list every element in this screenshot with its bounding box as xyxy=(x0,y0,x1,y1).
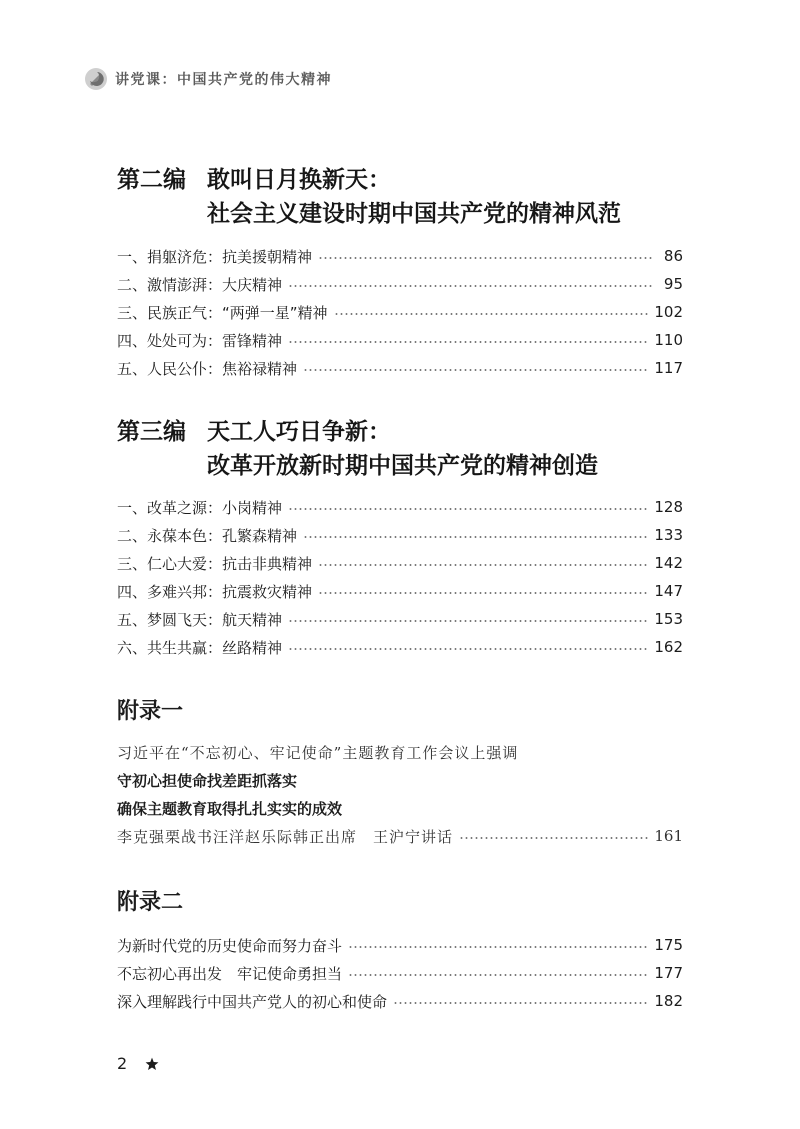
toc-entry-page: 110 xyxy=(654,331,683,349)
dot-leader xyxy=(348,946,648,948)
toc-entry-page: 162 xyxy=(654,638,683,656)
toc-entry[interactable] xyxy=(117,354,683,382)
toc-entry-title: 三、仁心大爱：抗击非典精神 xyxy=(117,554,313,573)
toc-entry-page: 128 xyxy=(654,498,683,516)
toc-entry[interactable] xyxy=(117,242,683,270)
part2-title-line2: 社会主义建设时期中国共产党的精神风范 xyxy=(207,199,621,227)
appendix1-line1 xyxy=(117,738,683,766)
toc-entry-title: 五、梦圆飞天：航天精神 xyxy=(117,610,283,629)
page-number: 2 xyxy=(117,1054,128,1073)
toc-entry[interactable] xyxy=(117,931,683,959)
part3-title-line1: 天工人巧日争新： xyxy=(207,417,391,445)
toc-entry-page: 86 xyxy=(663,247,683,265)
toc-entry-page: 133 xyxy=(654,526,683,544)
appendix2-toc xyxy=(117,931,683,1015)
appendix1-page: 161 xyxy=(654,827,683,845)
dot-leader xyxy=(303,369,648,371)
toc-entry-page: 95 xyxy=(663,275,683,293)
toc-entry-title: 为新时代党的历史使命而努力奋斗 xyxy=(117,936,343,955)
toc-entry-page: 177 xyxy=(654,964,683,982)
dot-leader xyxy=(318,257,653,259)
part3-label: 第三编 xyxy=(117,417,186,445)
dot-leader xyxy=(288,620,648,622)
toc-entry[interactable] xyxy=(117,633,683,661)
appendix1-line3-text: 确保主题教育取得扎扎实实的成效 xyxy=(117,799,343,818)
toc-entry-title: 二、激情澎湃：大庆精神 xyxy=(117,275,283,294)
running-head xyxy=(84,66,332,92)
part2-title-line1: 敢叫日月换新天： xyxy=(207,165,391,193)
toc-entry-page: 147 xyxy=(654,582,683,600)
dot-leader xyxy=(334,313,649,315)
appendix1-line4 xyxy=(117,822,683,850)
toc-entry[interactable] xyxy=(117,605,683,633)
dot-leader xyxy=(318,564,648,566)
star-icon xyxy=(145,1057,159,1071)
appendix1-entry[interactable] xyxy=(117,738,683,850)
part2-toc xyxy=(117,242,683,382)
appendix1-line1-text: 习近平在“不忘初心、牢记使命”主题教育工作会议上强调 xyxy=(117,743,519,762)
toc-entry-page: 117 xyxy=(654,359,683,377)
toc-entry-title: 四、多难兴邦：抗震救灾精神 xyxy=(117,582,313,601)
dot-leader xyxy=(288,341,648,343)
toc-entry-title: 六、共生共赢：丝路精神 xyxy=(117,638,283,657)
dot-leader xyxy=(288,285,653,287)
toc-entry-page: 142 xyxy=(654,554,683,572)
part2-label: 第二编 xyxy=(117,165,186,193)
toc-entry[interactable] xyxy=(117,298,683,326)
appendix2-heading: 附录二 xyxy=(117,890,184,915)
toc-entry[interactable] xyxy=(117,549,683,577)
dot-leader xyxy=(393,1002,648,1004)
appendix1-heading: 附录一 xyxy=(117,699,184,724)
part3-toc xyxy=(117,493,683,661)
toc-entry-title: 一、改革之源：小岗精神 xyxy=(117,498,283,517)
toc-entry[interactable] xyxy=(117,959,683,987)
toc-entry[interactable] xyxy=(117,577,683,605)
dot-leader xyxy=(459,837,648,839)
toc-entry-title: 四、处处可为：雷锋精神 xyxy=(117,331,283,350)
toc-entry-page: 175 xyxy=(654,936,683,954)
dot-leader xyxy=(318,592,648,594)
appendix1-line4-text: 李克强栗战书汪洋赵乐际韩正出席 王沪宁讲话 xyxy=(117,827,454,846)
toc-entry-title: 不忘初心再出发 牢记使命勇担当 xyxy=(117,964,343,983)
toc-entry-title: 一、捐躯济危：抗美援朝精神 xyxy=(117,247,313,266)
part3-title-line2: 改革开放新时期中国共产党的精神创造 xyxy=(207,451,598,479)
dot-leader xyxy=(303,536,648,538)
part2-heading xyxy=(117,160,621,228)
dot-leader xyxy=(288,648,648,650)
part3-heading xyxy=(117,412,598,480)
toc-entry[interactable] xyxy=(117,270,683,298)
appendix1-line2 xyxy=(117,766,683,794)
toc-entry[interactable] xyxy=(117,521,683,549)
toc-entry[interactable] xyxy=(117,493,683,521)
toc-entry-title: 深入理解践行中国共产党人的初心和使命 xyxy=(117,992,388,1011)
page-footer xyxy=(117,1054,159,1073)
appendix1-line2-text: 守初心担使命找差距抓落实 xyxy=(117,771,298,790)
toc-entry-page: 182 xyxy=(654,992,683,1010)
toc-entry-page: 102 xyxy=(654,303,683,321)
toc-entry-title: 三、民族正气：“两弹一星”精神 xyxy=(117,303,328,322)
running-head-title: 讲党课：中国共产党的伟大精神 xyxy=(115,72,332,88)
toc-entry-title: 五、人民公仆：焦裕禄精神 xyxy=(117,359,298,378)
dot-leader xyxy=(288,508,648,510)
appendix1-line3 xyxy=(117,794,683,822)
toc-entry[interactable] xyxy=(117,987,683,1015)
toc-entry-title: 二、永葆本色：孔繁森精神 xyxy=(117,526,298,545)
dot-leader xyxy=(348,974,648,976)
toc-entry[interactable] xyxy=(117,326,683,354)
party-emblem-icon xyxy=(84,67,108,91)
toc-entry-page: 153 xyxy=(654,610,683,628)
